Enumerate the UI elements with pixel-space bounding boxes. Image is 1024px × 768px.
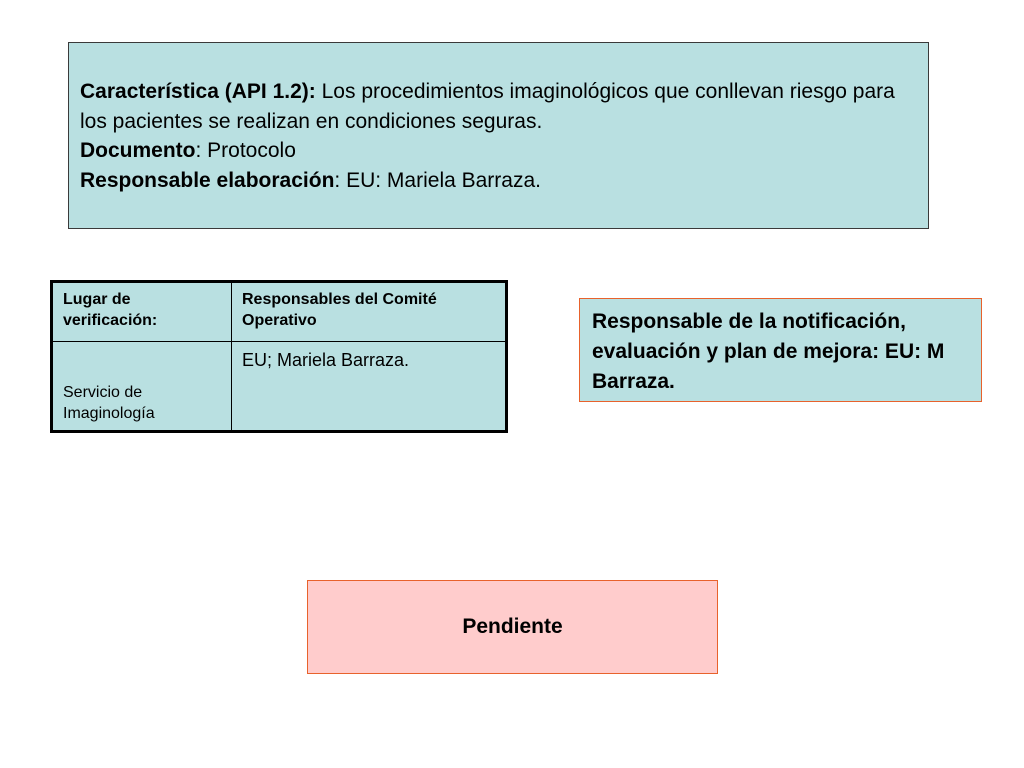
status-pending-box xyxy=(307,580,718,674)
characteristic-line xyxy=(80,77,916,136)
verification-table xyxy=(50,280,508,433)
table-row xyxy=(52,342,507,432)
characteristic-label: Característica (API 1.2): xyxy=(80,80,316,103)
document-line xyxy=(80,136,916,166)
notification-responsible-box xyxy=(579,298,982,402)
column-header-place: Lugar de verificación: xyxy=(52,282,232,342)
responsible-label: Responsable elaboración xyxy=(80,168,335,192)
notification-text: Responsable de la notificación, evaluación y plan de mejora: EU: M Barraza. xyxy=(592,310,945,393)
document-label: Documento xyxy=(80,139,196,162)
characteristic-text: Los procedimientos imaginológicos que conllevan riesgo para los pacientes se realizan en condiciones seguras. xyxy=(80,80,895,133)
responsible-line xyxy=(80,166,916,196)
status-label: Pendiente xyxy=(462,615,563,638)
document-text: : Protocolo xyxy=(195,139,296,162)
responsibles-cell: EU; Mariela Barraza. xyxy=(232,342,507,432)
column-header-responsibles: Responsables del Comité Operativo xyxy=(232,282,507,342)
responsible-text: : EU: Mariela Barraza. xyxy=(334,168,541,192)
characteristic-header-box xyxy=(68,42,929,229)
table-header-row xyxy=(52,282,507,342)
place-cell: Servicio de Imaginología xyxy=(52,342,232,432)
